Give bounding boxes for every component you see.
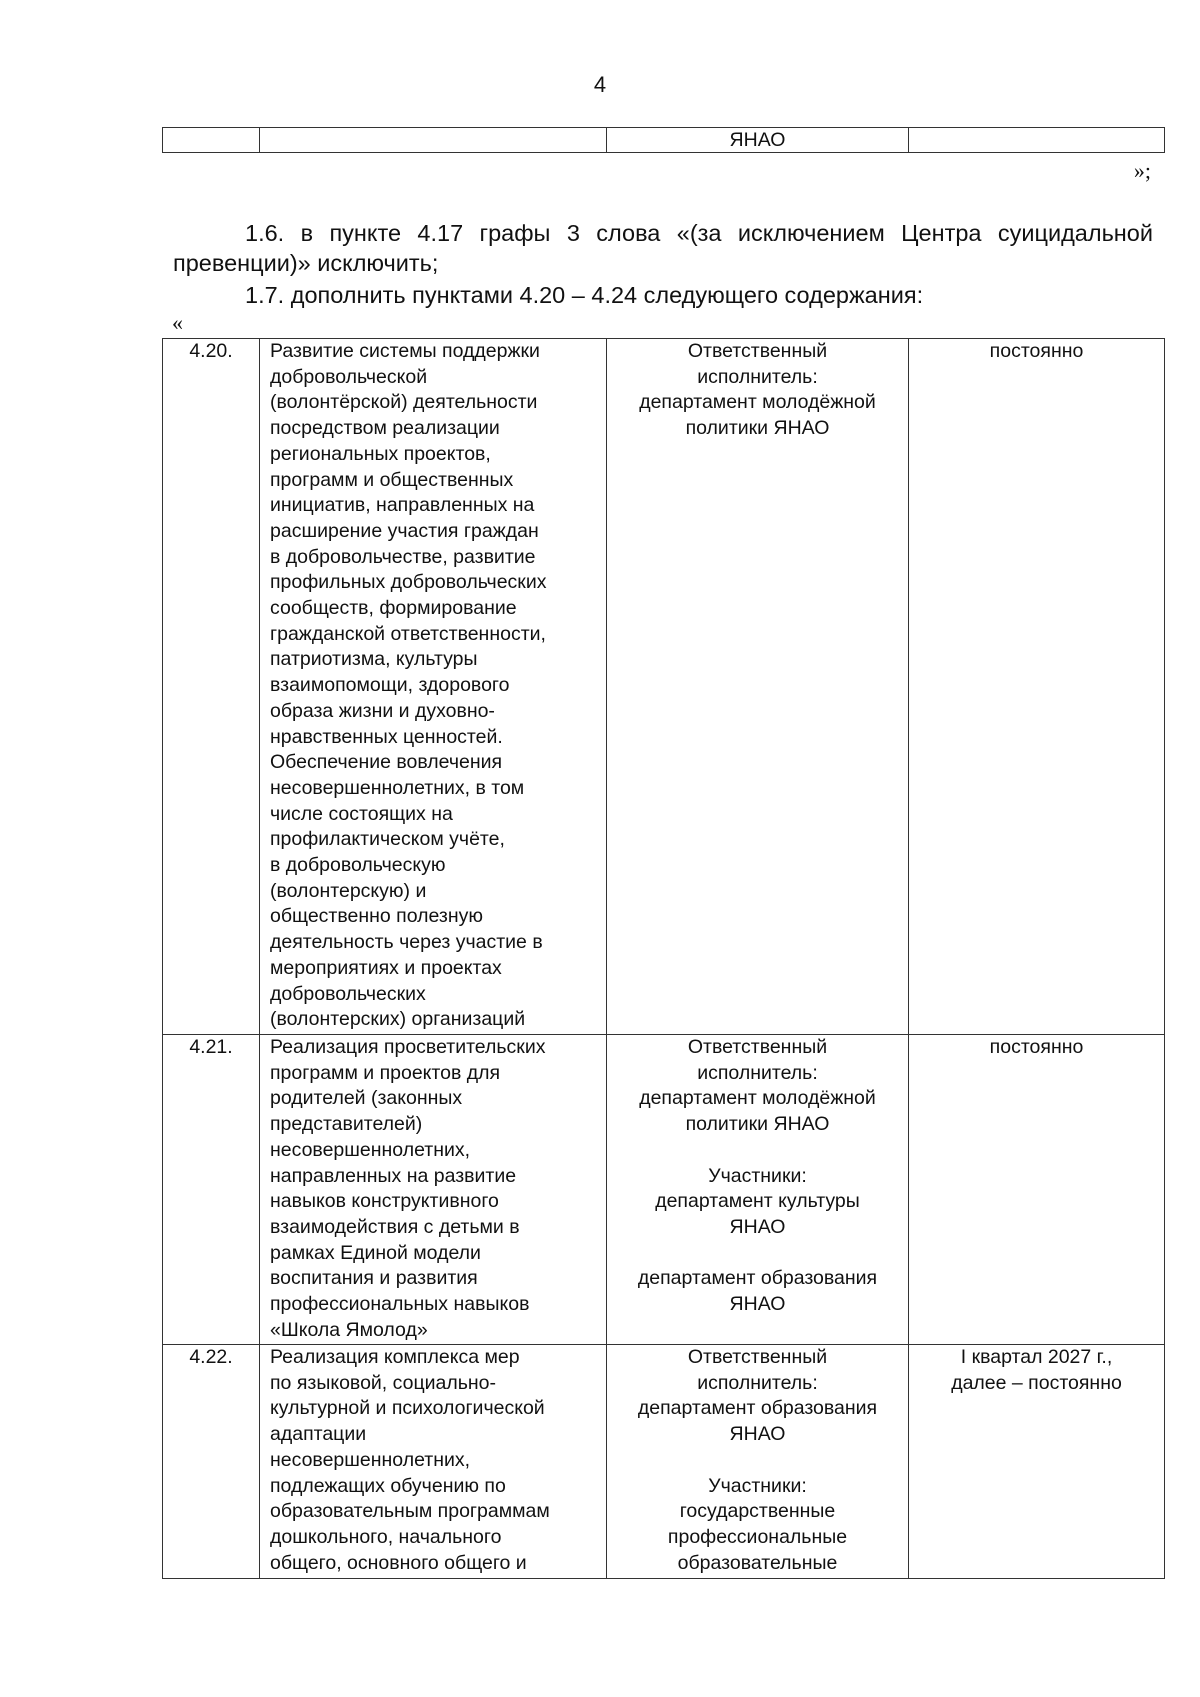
deadline-cell bbox=[909, 128, 1165, 153]
item-responsible: Ответственный исполнитель: департамент молодёжной политики ЯНАО Участники: департамент культуры ЯНАО департамент образования ЯНАО bbox=[607, 1035, 909, 1345]
opening-quote: « bbox=[172, 310, 183, 335]
item-number: 4.22. bbox=[163, 1345, 260, 1579]
continued-table-row bbox=[162, 127, 1165, 153]
responsible-cell: ЯНАО bbox=[607, 128, 909, 153]
amendment-paragraph-1-6: 1.6. в пункте 4.17 графы 3 слова «(за исключением Центра суицидальной превенции)» исключить; bbox=[173, 220, 1153, 276]
item-description: Реализация просветительских программ и проектов для родителей (законных представителей) несовершеннолетних, направленных на развитие навыков конструктивного взаимодействия с детьми в рамках Единой модели воспитания и развития профессиональных навыков «Школа Ямолод» bbox=[260, 1035, 607, 1345]
item-deadline: постоянно bbox=[909, 1035, 1165, 1345]
page-number: 4 bbox=[593, 72, 607, 97]
closing-quote: »; bbox=[1133, 158, 1151, 183]
item-responsible: Ответственный исполнитель: департамент образования ЯНАО Участники: государственные профессиональные образовательные bbox=[607, 1345, 909, 1579]
item-deadline: постоянно bbox=[909, 339, 1165, 1035]
table-row bbox=[163, 339, 1165, 1035]
table-row bbox=[163, 128, 1165, 153]
measures-table bbox=[162, 338, 1165, 1579]
item-responsible: Ответственный исполнитель: департамент молодёжной политики ЯНАО bbox=[607, 339, 909, 1035]
item-description: Развитие системы поддержки добровольческой (волонтёрской) деятельности посредством реализации региональных проектов, программ и общественных инициатив, направленных на расширение участия граждан в добровольчестве, развитие профильных добровольческих сообществ, формирование гражданской ответственности, патриотизма, культуры взаимопомощи, здорового образа жизни и духовно- нравственных ценностей. Обеспечение вовлечения несовершеннолетних, в том числе состоящих на профилактическом учёте, в добровольческую (волонтерскую) и общественно полезную деятельность через участие в мероприятиях и проектах добровольческих (волонтерских) организаций bbox=[260, 339, 607, 1035]
item-description: Реализация комплекса мер по языковой, социально- культурной и психологической адаптации несовершеннолетних, подлежащих обучению по образовательным программам дошкольного, начального общего, основного общего и bbox=[260, 1345, 607, 1579]
table-row bbox=[163, 1035, 1165, 1345]
amendment-paragraph-1-7: 1.7. дополнить пунктами 4.20 – 4.24 следующего содержания: bbox=[245, 282, 924, 308]
item-deadline: I квартал 2027 г., далее – постоянно bbox=[909, 1345, 1165, 1579]
table-row bbox=[163, 1345, 1165, 1579]
item-number: 4.20. bbox=[163, 339, 260, 1035]
item-number: 4.21. bbox=[163, 1035, 260, 1345]
number-cell bbox=[163, 128, 260, 153]
description-cell bbox=[260, 128, 607, 153]
